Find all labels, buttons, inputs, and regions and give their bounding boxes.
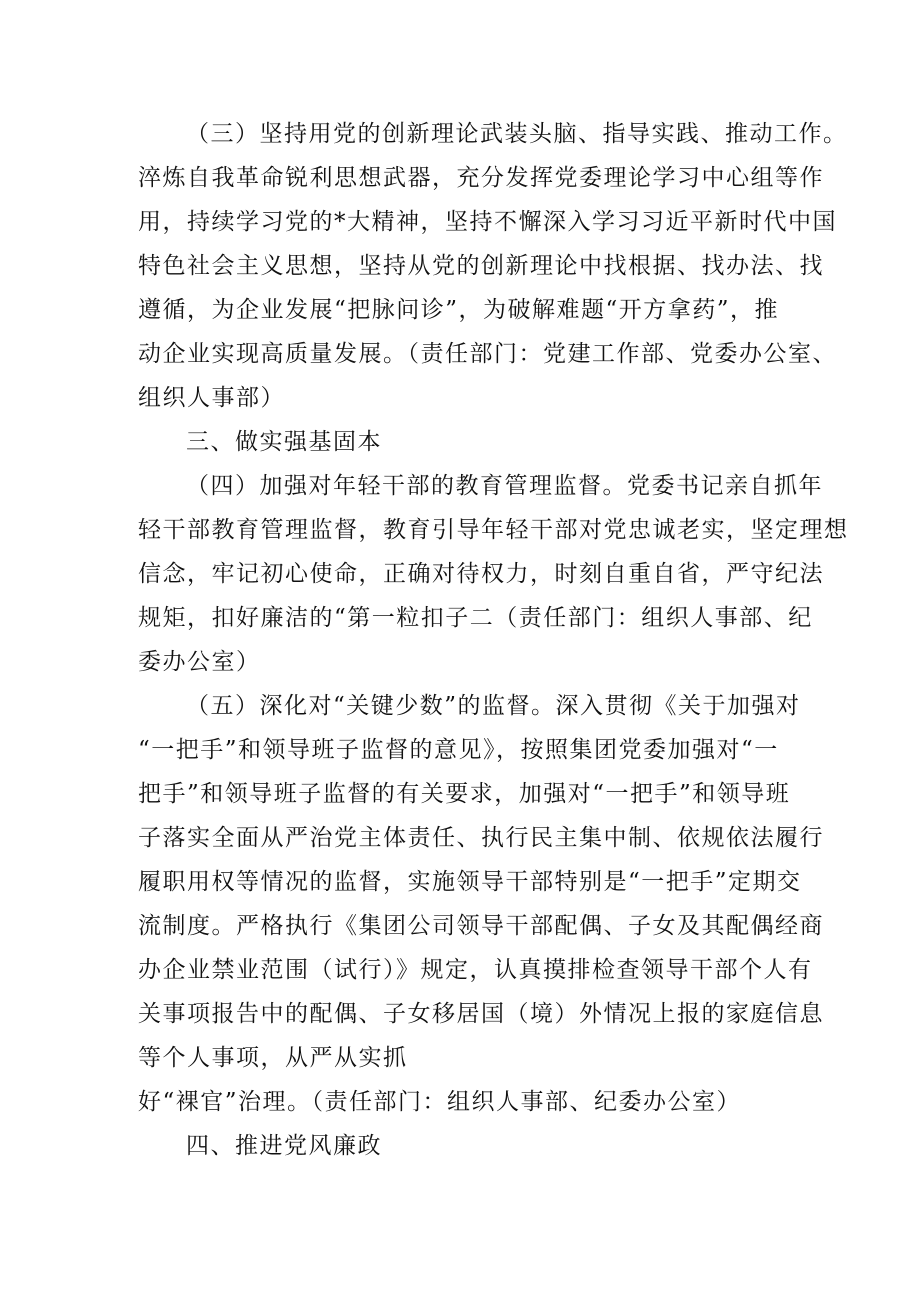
- paragraph-3-line-5: 遵循，为企业发展“把脉问诊”，为破解难题“开方拿药”，推: [138, 297, 780, 323]
- paragraph-3-line-7: 组织人事部）: [138, 385, 285, 411]
- paragraph-3-line-2: 淬炼自我革命锐利思想武器，充分发挥党委理论学习中心组等作: [138, 165, 824, 191]
- section-heading-3: 三、做实强基固本: [186, 429, 382, 455]
- paragraph-5-line-4: 子落实全面从严治党主体责任、执行民主集中制、依规依法履行: [138, 825, 824, 851]
- paragraph-4-line-3: 信念，牢记初心使命，正确对待权力，时刻自重自省，严守纪法: [138, 561, 824, 587]
- paragraph-5-line-2: “一把手”和领导班子监督的意见》，按照集团党委加强对“一: [138, 737, 779, 763]
- paragraph-3-line-6: 动企业实现高质量发展。（责任部门：党建工作部、党委办公室、: [138, 341, 837, 367]
- paragraph-3-line-4: 特色社会主义思想，坚持从党的创新理论中找根据、找办法、找: [138, 253, 824, 279]
- paragraph-5-line-10: 好“裸官”治理。（责任部门：组织人事部、纪委办公室）: [138, 1089, 742, 1115]
- paragraph-5-line-9: 等个人事项，从严从实抓: [138, 1045, 408, 1071]
- paragraph-5-line-7: 办企业禁业范围（试行）》规定，认真摸排检查领导干部个人有: [138, 957, 813, 983]
- paragraph-4-line-4: 规矩，扣好廉洁的“第一粒扣子二（责任部门：组织人事部、纪: [138, 605, 813, 631]
- paragraph-4-line-1: （四）加强对年轻干部的教育管理监督。党委书记亲自抓年: [186, 473, 823, 499]
- paragraph-5-line-5: 履职用权等情况的监督，实施领导干部特别是“一把手”定期交: [138, 869, 802, 895]
- paragraph-4-line-2: 轻干部教育管理监督，教育引导年轻干部对党忠诚老实，坚定理想: [138, 517, 849, 543]
- paragraph-5-line-8: 关事项报告中的配偶、子女移居国（境）外情况上报的家庭信息: [138, 1001, 824, 1027]
- paragraph-5-line-3: 把手”和领导班子监督的有关要求，加强对“一把手”和领导班: [138, 781, 791, 807]
- section-heading-4: 四、推进党风廉政: [186, 1133, 382, 1159]
- paragraph-4-line-5: 委办公室）: [138, 649, 261, 675]
- paragraph-5-line-1: （五）深化对“关键少数”的监督。深入贯彻《关于加强对: [186, 693, 801, 719]
- paragraph-3-line-3: 用，持续学习党的*大精神，坚持不懈深入学习习近平新时代中国: [138, 209, 837, 235]
- paragraph-5-line-6: 流制度。严格执行《集团公司领导干部配偶、子女及其配偶经商: [138, 913, 824, 939]
- paragraph-3-line-1: （三）坚持用党的创新理论武装头脑、指导实践、推动工作。: [186, 121, 848, 147]
